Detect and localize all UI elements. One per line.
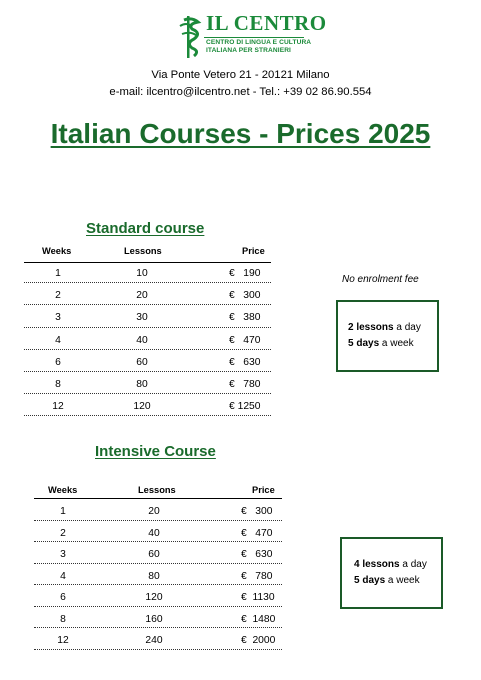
logo-wordmark: IL CENTRO (206, 11, 327, 35)
intensive-box-lessons: 4 lessons (354, 559, 400, 570)
standard-cell-price: € 630 (229, 356, 261, 368)
logo-tagline-2: ITALIANA PER STRANIERI (206, 46, 291, 54)
intensive-cell-weeks: 8 (60, 613, 66, 625)
standard-cell-price: € 300 (229, 290, 261, 302)
standard-row-divider (24, 415, 271, 416)
standard-box-lessons: 2 lessons (348, 322, 394, 333)
standard-cell-lessons: 30 (136, 312, 148, 324)
standard-cell-weeks: 8 (55, 379, 61, 390)
intensive-cell-price: € 470 (241, 527, 273, 539)
contact-line: e-mail: ilcentro@ilcentro.net - Tel.: +39 02 86.90.554 (109, 86, 372, 98)
intensive-cell-lessons: 80 (148, 570, 160, 582)
standard-col-price: Price (242, 246, 265, 256)
logo-tagline-1: CENTRO DI LINGUA E CULTURA (206, 39, 312, 46)
intensive-cell-price: € 2000 (241, 635, 276, 646)
intensive-box-days-rest: a week (385, 575, 420, 586)
intensive-row-divider (34, 649, 282, 650)
standard-cell-lessons: 10 (136, 268, 148, 279)
intensive-cell-lessons: 40 (148, 527, 160, 539)
intensive-col-lessons: Lessons (138, 485, 176, 495)
intensive-col-weeks: Weeks (48, 485, 78, 495)
standard-box-days-rest: a week (379, 338, 414, 349)
standard-col-lessons: Lessons (124, 246, 162, 256)
standard-row-divider (24, 371, 271, 372)
standard-schedule-box (336, 300, 439, 372)
intensive-row-divider (34, 627, 282, 628)
intensive-box-days: 5 days (354, 575, 386, 586)
intensive-cell-price: € 780 (241, 570, 273, 582)
intensive-cell-price: € 1130 (241, 592, 275, 603)
standard-cell-weeks: 12 (52, 401, 64, 413)
standard-course-title: Standard course (86, 220, 205, 237)
standard-box-lessons-rest: a day (393, 322, 421, 333)
standard-cell-lessons: 120 (133, 401, 151, 413)
intensive-col-price: Price (252, 485, 275, 495)
intensive-row-divider (34, 584, 282, 585)
intensive-cell-lessons: 60 (148, 549, 160, 560)
intensive-cell-weeks: 2 (60, 527, 66, 539)
intensive-course-title: Intensive Course (95, 443, 216, 460)
intensive-cell-weeks: 6 (60, 592, 66, 603)
standard-cell-price: € 190 (229, 268, 261, 279)
standard-cell-weeks: 2 (55, 290, 61, 302)
standard-cell-price: € 1250 (229, 401, 261, 413)
intensive-cell-price: € 1480 (241, 613, 276, 625)
standard-row-divider (24, 327, 271, 328)
standard-col-weeks: Weeks (42, 246, 72, 256)
intensive-cell-lessons: 20 (148, 506, 160, 517)
standard-cell-weeks: 4 (55, 334, 61, 346)
standard-row-divider (24, 282, 271, 283)
standard-cell-price: € 380 (229, 312, 261, 324)
standard-cell-price: € 780 (229, 379, 261, 390)
standard-header-rule (24, 262, 271, 263)
address-line: Via Ponte Vetero 21 - 20121 Milano (151, 69, 330, 81)
logo-divider (204, 37, 304, 38)
standard-cell-weeks: 3 (55, 312, 61, 324)
page-title: Italian Courses - Prices 2025 (50, 118, 431, 149)
intensive-cell-price: € 630 (241, 549, 273, 560)
intensive-cell-weeks: 12 (57, 635, 69, 646)
intensive-schedule-box (340, 537, 443, 609)
intensive-cell-price: € 300 (241, 506, 273, 517)
standard-box-days: 5 days (348, 338, 380, 349)
standard-row-divider (24, 393, 271, 394)
standard-cell-lessons: 80 (136, 379, 148, 390)
enrolment-fee-note: No enrolment fee (342, 274, 419, 285)
intensive-header-rule (34, 498, 282, 499)
intensive-cell-weeks: 4 (60, 570, 66, 582)
standard-row-divider (24, 349, 271, 350)
intensive-row-divider (34, 520, 282, 521)
standard-row-divider (24, 304, 271, 305)
intensive-row-divider (34, 541, 282, 542)
intensive-row-divider (34, 606, 282, 607)
intensive-cell-weeks: 3 (60, 549, 66, 560)
standard-cell-weeks: 6 (55, 356, 61, 368)
standard-cell-price: € 470 (229, 334, 261, 346)
intensive-box-lessons-rest: a day (399, 559, 427, 570)
standard-cell-lessons: 40 (136, 334, 148, 346)
standard-cell-lessons: 20 (136, 290, 148, 302)
intensive-cell-lessons: 160 (145, 613, 163, 625)
intensive-cell-weeks: 1 (60, 506, 66, 517)
standard-cell-lessons: 60 (136, 356, 148, 368)
intensive-row-divider (34, 563, 282, 564)
intensive-cell-lessons: 240 (145, 635, 163, 646)
intensive-cell-lessons: 120 (145, 592, 163, 603)
standard-cell-weeks: 1 (55, 268, 61, 279)
